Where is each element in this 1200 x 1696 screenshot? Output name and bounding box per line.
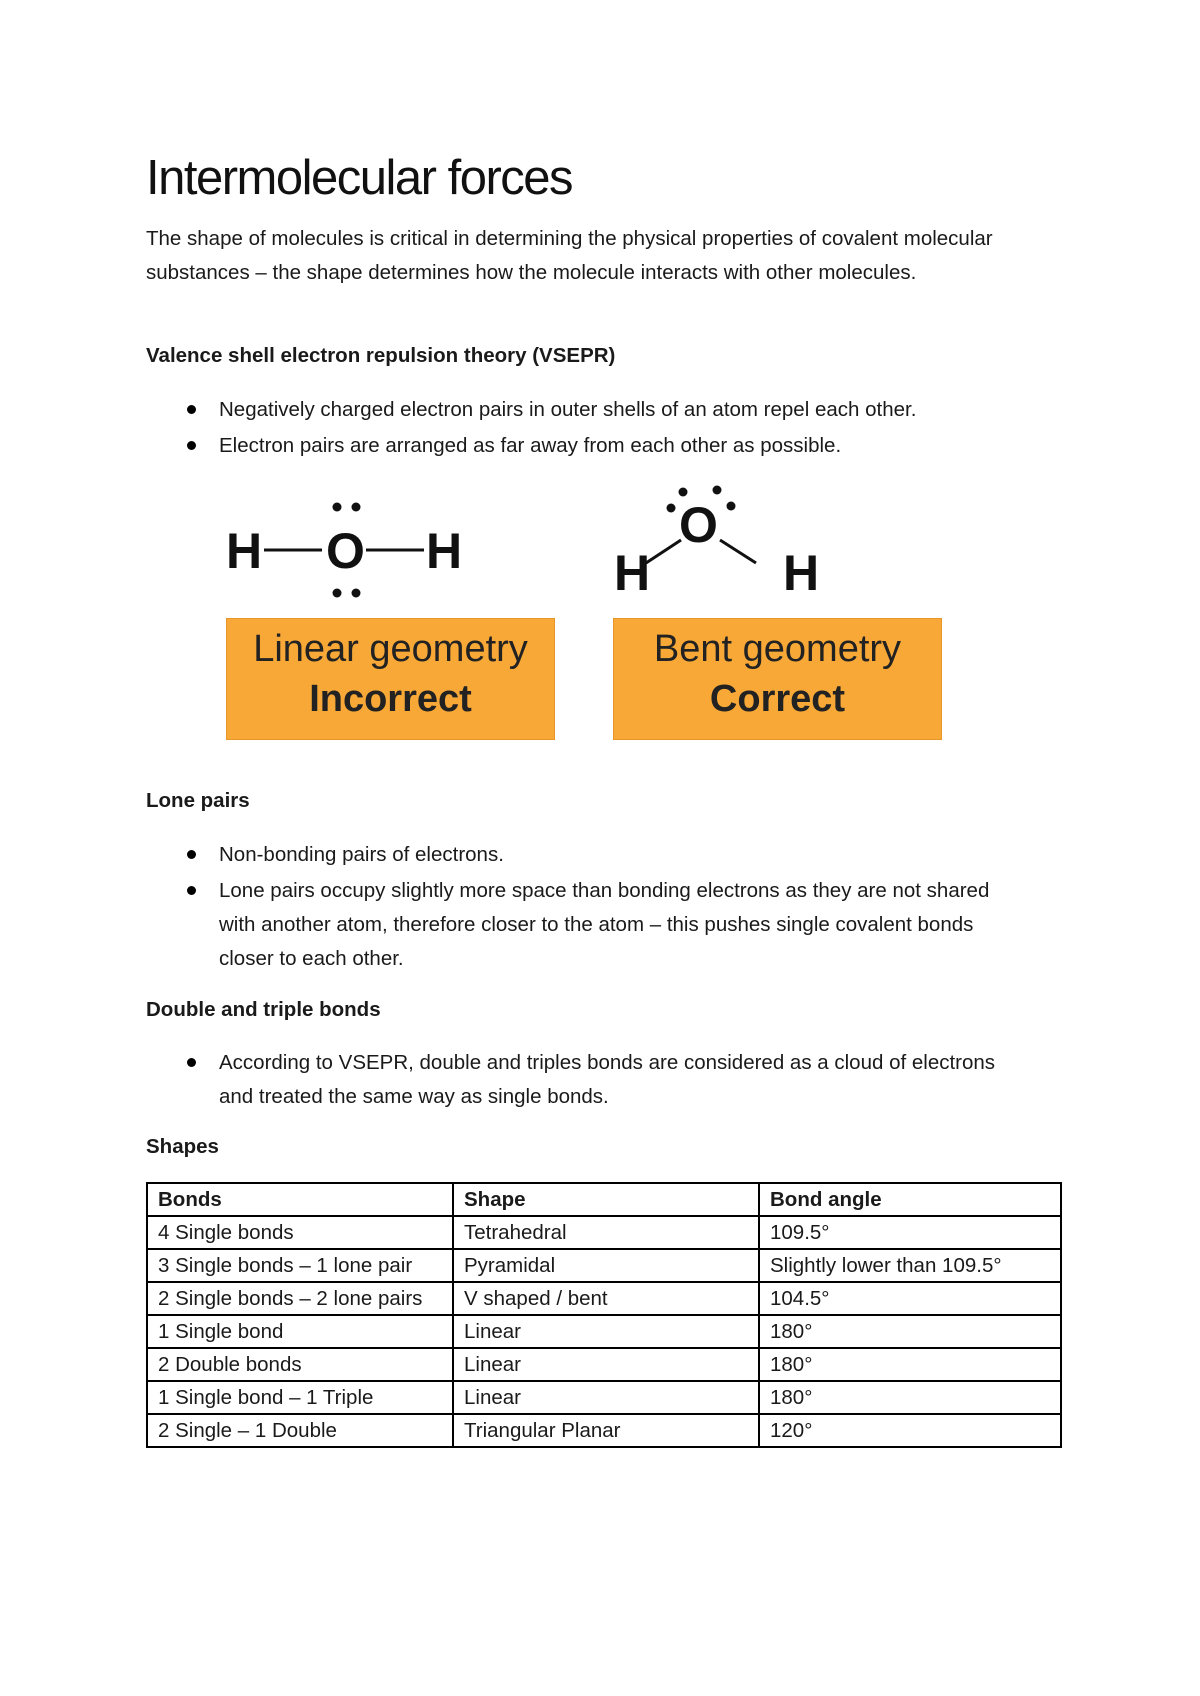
table-row xyxy=(147,1414,1061,1447)
cell-shape: Linear xyxy=(453,1348,759,1381)
table-row xyxy=(147,1282,1061,1315)
table-row xyxy=(147,1216,1061,1249)
double-triple-heading: Double and triple bonds xyxy=(146,998,381,1021)
bent-caption-line2: Correct xyxy=(709,678,846,720)
linear-water-molecule xyxy=(226,503,462,598)
lone-pair-dot xyxy=(713,486,722,495)
lone-pair-dot xyxy=(333,589,342,598)
lone-pair-dot xyxy=(727,502,736,511)
lone-pairs-bullet-list xyxy=(146,838,1026,978)
water-geometry-figure xyxy=(226,480,966,750)
cell-bonds: 1 Single bond – 1 Triple xyxy=(147,1381,453,1414)
page-title: Intermolecular forces xyxy=(146,151,573,205)
bent-bond-left xyxy=(646,540,681,563)
cell-bond-angle: 104.5° xyxy=(759,1282,1061,1315)
cell-bonds: 2 Double bonds xyxy=(147,1348,453,1381)
cell-shape: V shaped / bent xyxy=(453,1282,759,1315)
bent-right-h: H xyxy=(783,545,820,601)
cell-shape: Pyramidal xyxy=(453,1249,759,1282)
cell-bond-angle: 180° xyxy=(759,1348,1061,1381)
cell-bond-angle: Slightly lower than 109.5° xyxy=(759,1249,1061,1282)
bent-bond-right xyxy=(720,540,756,563)
lone-pair-dot xyxy=(667,504,676,513)
linear-right-h: H xyxy=(426,523,463,579)
table-row xyxy=(147,1348,1061,1381)
cell-bonds: 2 Single bonds – 2 lone pairs xyxy=(147,1282,453,1315)
bent-geometry-caption xyxy=(613,618,942,740)
shapes-heading: Shapes xyxy=(146,1135,219,1158)
vsepr-bullet-list xyxy=(146,393,1026,465)
cell-bond-angle: 180° xyxy=(759,1381,1061,1414)
vsepr-heading: Valence shell electron repulsion theory (VSEPR) xyxy=(146,344,616,367)
table-row xyxy=(147,1249,1061,1282)
linear-caption-line1: Linear geometry xyxy=(253,628,528,670)
list-item: Non-bonding pairs of electrons. xyxy=(146,838,1026,872)
double-triple-bullet-list xyxy=(146,1046,1026,1116)
table-header-row xyxy=(147,1183,1061,1216)
linear-center-o: O xyxy=(326,523,365,579)
bent-left-h: H xyxy=(614,545,651,601)
list-item: Electron pairs are arranged as far away from each other as possible. xyxy=(146,429,1026,463)
cell-shape: Linear xyxy=(453,1381,759,1414)
linear-caption-line2: Incorrect xyxy=(309,678,472,720)
shapes-table xyxy=(146,1182,1062,1448)
cell-bonds: 4 Single bonds xyxy=(147,1216,453,1249)
list-item: Negatively charged electron pairs in outer shells of an atom repel each other. xyxy=(146,393,1026,427)
intro-paragraph: The shape of molecules is critical in determining the physical properties of covalent molecular substances – the shape determines how the molecule interacts with other molecules. xyxy=(146,227,993,284)
list-item: According to VSEPR, double and triples bonds are considered as a cloud of electrons and treated the same way as single bonds. xyxy=(146,1046,1026,1114)
cell-shape: Linear xyxy=(453,1315,759,1348)
linear-geometry-caption xyxy=(226,618,555,740)
column-header-bonds: Bonds xyxy=(147,1183,453,1216)
cell-bonds: 3 Single bonds – 1 lone pair xyxy=(147,1249,453,1282)
linear-left-h: H xyxy=(226,523,263,579)
bent-center-o: O xyxy=(679,497,718,553)
column-header-shape: Shape xyxy=(453,1183,759,1216)
bent-caption-line1: Bent geometry xyxy=(653,628,902,670)
lone-pair-dot xyxy=(679,488,688,497)
cell-bonds: 2 Single – 1 Double xyxy=(147,1414,453,1447)
lone-pair-dot xyxy=(333,503,342,512)
cell-bond-angle: 180° xyxy=(759,1315,1061,1348)
lone-pair-dot xyxy=(352,503,361,512)
column-header-bond-angle: Bond angle xyxy=(759,1183,1061,1216)
cell-shape: Tetrahedral xyxy=(453,1216,759,1249)
lone-pairs-heading: Lone pairs xyxy=(146,789,250,812)
list-item: Lone pairs occupy slightly more space than bonding electrons as they are not shared with another atom, therefore closer to the atom – this pushes single covalent bonds closer to each other. xyxy=(146,874,1026,976)
table-row xyxy=(147,1315,1061,1348)
cell-bond-angle: 120° xyxy=(759,1414,1061,1447)
table-row xyxy=(147,1381,1061,1414)
cell-bonds: 1 Single bond xyxy=(147,1315,453,1348)
lone-pair-dot xyxy=(352,589,361,598)
cell-shape: Triangular Planar xyxy=(453,1414,759,1447)
bent-water-molecule xyxy=(614,486,819,602)
cell-bond-angle: 109.5° xyxy=(759,1216,1061,1249)
